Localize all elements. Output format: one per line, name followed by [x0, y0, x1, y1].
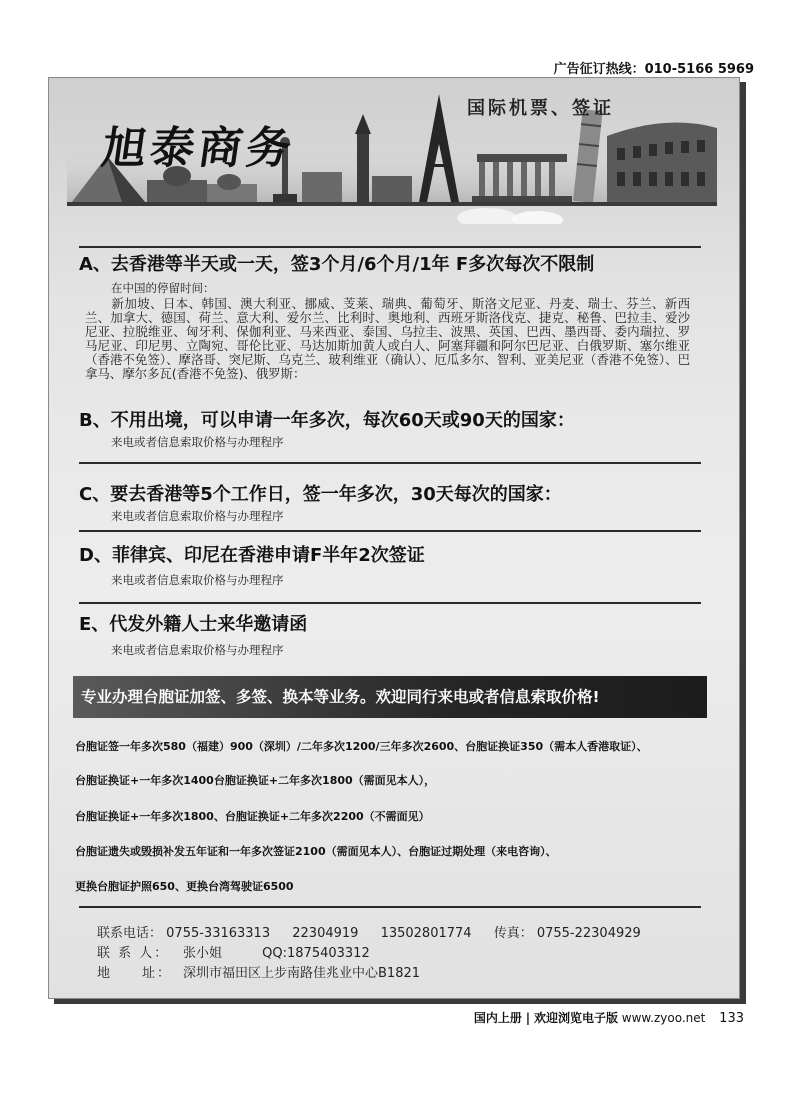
section-b-title: B、不用出境，可以申请一年多次，每次60天或90天的国家：: [79, 410, 575, 431]
footer-slogan: 欢迎浏览电子版: [533, 1011, 618, 1025]
brand-logo-text: 旭泰商务: [98, 123, 298, 174]
section-b-subtitle: 来电或者信息索取价格与办理程序: [111, 435, 284, 449]
section-d-subtitle: 来电或者信息索取价格与办理程序: [111, 573, 284, 587]
section-divider: [79, 246, 701, 248]
footer-section: 国内上册: [473, 1011, 522, 1025]
section-e-subtitle: 来电或者信息索取价格与办理程序: [111, 643, 284, 657]
section-e-title: E、代发外籍人士来华邀请函: [79, 614, 308, 635]
section-a-title: A、去香港等半天或一天，签3个月/6个月/1年 F多次每次不限制: [79, 254, 595, 275]
fax-number: 0755-22304929: [536, 926, 641, 941]
qq-number: QQ:1875403312: [262, 946, 370, 961]
price-line: 台胞证遗失或毁损补发五年证和一年多次签证2100（需面见本人）、台胞证过期处理（来电咨询）、: [75, 845, 557, 858]
price-line: 台胞证签一年多次580（福建）900（深圳）/二年多次1200/三年多次2600、台胞证换证350（需本人香港取证）、: [75, 740, 648, 753]
contact-person: 张小姐: [183, 946, 223, 961]
footer-separator: |: [525, 1011, 531, 1025]
mobile-number: 13502801774: [380, 926, 472, 941]
page-number: 133: [719, 1011, 744, 1026]
contact-address-row: [97, 962, 420, 981]
page-footer: [474, 1009, 744, 1026]
phone-number: 0755-33163313: [166, 926, 271, 941]
section-divider: [79, 602, 701, 604]
fax-label: 传真：: [493, 926, 533, 941]
price-line: 更换台胞证护照650、更换台湾驾驶证6500: [75, 880, 294, 893]
phone-label: 联系电话：: [97, 926, 163, 941]
banner: [67, 84, 717, 224]
person-label: 联 系 人：: [97, 946, 170, 961]
ad-hotline: 广告征订热线：010-5166 5969: [553, 62, 754, 77]
countries-text: 新加坡、日本、韩国、澳大利亚、挪威、芰莱、瑞典、葡萄牙、斯洛文尼亚、丹麦、瑞士、芬兰、新西兰、加拿大、德国、荷兰、意大利、爱尔兰、比利时、奥地利、西班牙斯洛伐克、捷克、秘鲁、巴拉圭、爱沙尼亚、拉脱维亚、匈牙利、保伽利亚、马来西亚、泰国、乌拉圭、波黑、英国、巴西、墨西哥、委内瑞拉、罗马尼亚、印尼男、立陶宛、哥伦比亚、马达加斯加黄人或白人、阿塞拜疆和阿尔巴尼亚、白俄罗斯、塞尔维亚（香港不免签）、摩洛哥、突尼斯、乌克兰、玻利维亚（确认）、厄瓜多尔、智利、亚美尼亚（香港不免签）、巴拿马、摩尔多瓦(香港不免签)、俄罗斯：: [85, 296, 690, 381]
price-line: 台胞证换证+一年多次1800、台胞证换证+二年多次2200（不需面见）: [75, 810, 430, 823]
footer-site-link[interactable]: www.zyoo.net: [621, 1011, 706, 1025]
section-divider: [79, 906, 701, 908]
banner-tagline: 国际机票、签证: [467, 98, 614, 119]
phone-number: 22304919: [292, 926, 359, 941]
address-label: 地 址：: [97, 966, 173, 981]
section-divider: [79, 530, 701, 532]
section-c-subtitle: 来电或者信息索取价格与办理程序: [111, 509, 284, 523]
promo-banner-bar: 专业办理台胞证加签、多签、换本等业务。欢迎同行来电或者信息索取价格!: [73, 676, 707, 718]
address-text: 深圳市福田区上步南路佳兆业中心B1821: [183, 966, 421, 981]
contact-phone-row: [97, 922, 641, 941]
advert-panel: [48, 77, 740, 999]
section-a-subtitle: 在中国的停留时间：: [111, 281, 215, 295]
countries-list: [85, 297, 690, 381]
price-line: 台胞证换证+一年多次1400台胞证换证+二年多次1800（需面见本人），: [75, 774, 436, 787]
section-divider: [79, 462, 701, 464]
section-d-title: D、菲律宾、印尼在香港申请F半年2次签证: [79, 545, 425, 566]
section-c-title: C、要去香港等5个工作日，签一年多次，30天每次的国家：: [79, 484, 562, 505]
contact-person-row: [97, 942, 370, 961]
